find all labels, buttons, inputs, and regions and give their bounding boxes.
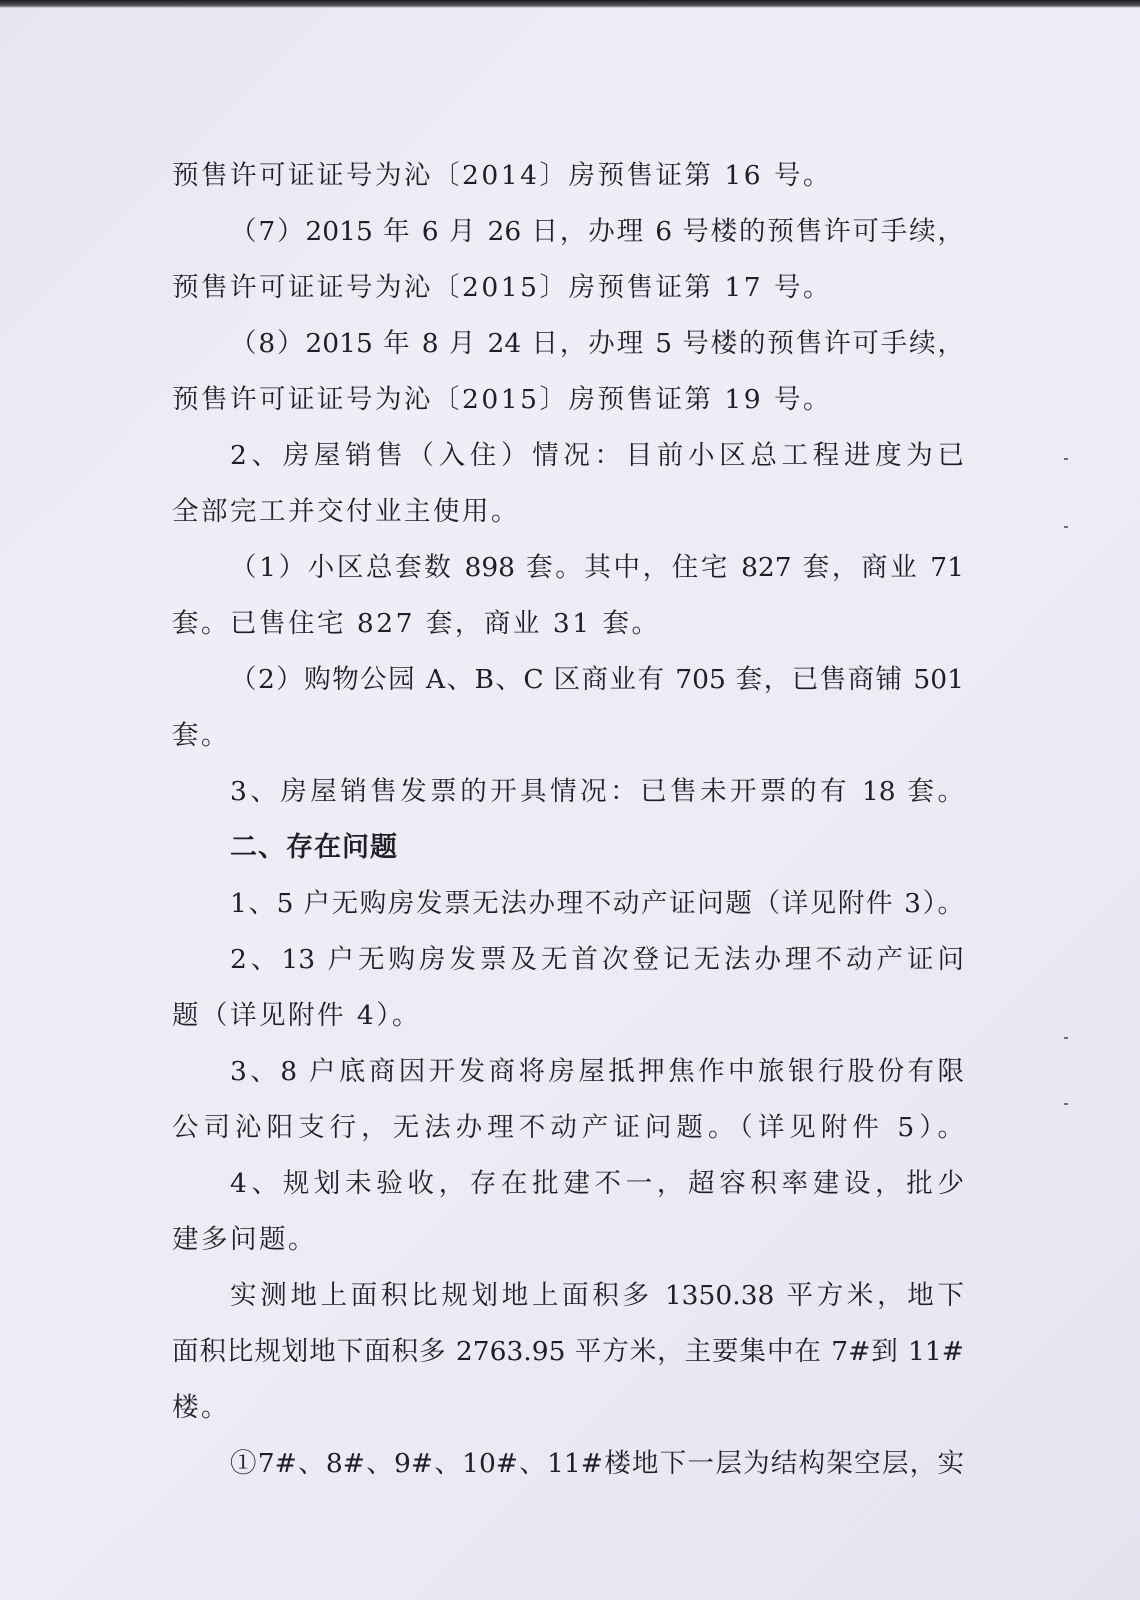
text-line: 预售许可证证号为沁〔2015〕房预售证第 19 号。: [172, 384, 833, 415]
section-heading: 二、存在问题: [230, 832, 398, 863]
text-line: （8）2015 年 8 月 24 日，办理 5 号楼的预售许可手续，: [230, 328, 964, 359]
text-line: 1、5 户无购房发票无法办理不动产证问题（详见附件 3）。: [230, 888, 964, 919]
text-line: 3、8 户底商因开发商将房屋抵押焦作中旅银行股份有限: [230, 1056, 964, 1087]
text-line: 建多问题。: [172, 1224, 317, 1255]
text-line: （7）2015 年 6 月 26 日，办理 6 号楼的预售许可手续，: [230, 216, 964, 247]
text-line: 套。: [172, 720, 230, 751]
text-line: 面积比规划地下面积多 2763.95 平方米，主要集中在 7#到 11#: [172, 1336, 964, 1367]
text-line: 公司沁阳支行，无法办理不动产证问题。（详见附件 5）。: [172, 1112, 964, 1143]
text-line: 2、房屋销售（入住）情况：目前小区总工程进度为已: [230, 440, 964, 471]
text-line: 全部完工并交付业主使用。: [172, 496, 520, 527]
text-line: （1）小区总套数 898 套。其中，住宅 827 套，商业 71: [230, 552, 964, 583]
text-line: ①7#、8#、9#、10#、11#楼地下一层为结构架空层，实: [230, 1448, 964, 1479]
text-line: 2、13 户无购房发票及无首次登记无法办理不动产证问: [230, 944, 964, 975]
scan-speck: [1064, 526, 1068, 528]
text-line: 3、房屋销售发票的开具情况：已售未开票的有 18 套。: [230, 776, 964, 807]
text-line: 楼。: [172, 1392, 230, 1423]
text-line: 题（详见附件 4）。: [172, 1000, 422, 1031]
scan-speck: [1064, 1103, 1068, 1105]
text-line: （2）购物公园 A、B、C 区商业有 705 套，已售商铺 501: [230, 664, 964, 695]
text-line: 4、规划未验收，存在批建不一，超容积率建设，批少: [230, 1168, 964, 1199]
document-body: [172, 148, 964, 1492]
scan-top-edge: [0, 0, 1140, 8]
text-line: 预售许可证证号为沁〔2014〕房预售证第 16 号。: [172, 160, 833, 191]
scan-speck: [1064, 1037, 1068, 1039]
text-line: 预售许可证证号为沁〔2015〕房预售证第 17 号。: [172, 272, 833, 303]
scan-speck: [1064, 458, 1068, 460]
text-line: 实测地上面积比规划地上面积多 1350.38 平方米，地下: [230, 1280, 964, 1311]
text-line: 套。已售住宅 827 套，商业 31 套。: [172, 608, 661, 639]
